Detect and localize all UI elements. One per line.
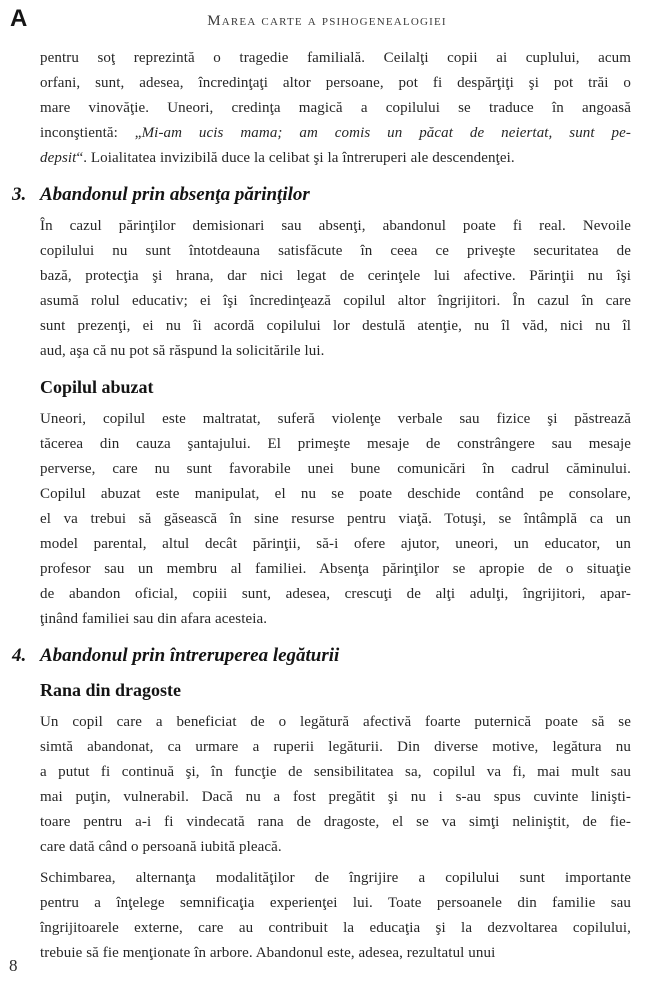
body-text: Copilul abuzat este manipulat, el nu se poate deschide contând pe consolare, bbox=[40, 486, 631, 502]
section-heading bbox=[12, 644, 631, 667]
text-line bbox=[40, 785, 631, 810]
section-heading bbox=[12, 183, 631, 206]
paragraph bbox=[40, 866, 631, 966]
italic-text: depsit bbox=[40, 150, 77, 166]
body-text: Schimbarea, alternanţa modalităţilor de îngrijire a copilului sunt importante bbox=[40, 870, 631, 886]
text-line bbox=[40, 289, 631, 314]
section-heading-label: Abandonul prin întreruperea legăturii bbox=[40, 645, 340, 666]
italic-text: Mi-am ucis mama; am comis un păcat de neiertat, sunt pe- bbox=[141, 125, 631, 141]
body-text: bază, protecţia şi hrana, dar nici legat de cerinţele lui afective. Părinţii nu îşi bbox=[40, 268, 631, 284]
chapter-letter: A bbox=[10, 5, 28, 32]
paragraph bbox=[40, 46, 631, 171]
body-text: sunt prezenţi, ei nu îi acordă copilului lor destulă atenţie, nu îl văd, nici nu îl bbox=[40, 318, 631, 334]
body-text: trebuie să fie menţionate în arbore. Abandonul este, adesea, rezultatul unui bbox=[40, 945, 496, 961]
paragraph bbox=[40, 214, 631, 364]
body-text: pentru a înţelege semnificaţia experienţei lui. Toate persoanele din familie sau bbox=[40, 895, 631, 911]
text-line bbox=[40, 482, 631, 507]
body-text: profesor sau un membru al familiei. Absenţa părinţilor se apropie de o situaţie bbox=[40, 561, 631, 577]
text-line bbox=[40, 582, 631, 607]
body-text: asumă rolul educativ; ei îşi încredinţează copilul altor îngrijitori. În cazul în care bbox=[40, 293, 631, 309]
body-text: ţinând familiei sau din afara acesteia. bbox=[40, 611, 268, 627]
text-line bbox=[40, 121, 631, 146]
body-text: orfani, sunt, adesea, încredinţaţi altor persoane, pot fi despărţiţi şi pot trăi o bbox=[40, 75, 631, 91]
body-text: mare vinovăţie. Uneori, credinţa magică a copilului se traduce în angoasă bbox=[40, 100, 631, 116]
text-line bbox=[40, 146, 631, 171]
text-line bbox=[40, 557, 631, 582]
subsection-heading: Copilul abuzat bbox=[40, 377, 154, 397]
text-line bbox=[40, 314, 631, 339]
text-line bbox=[40, 214, 631, 239]
page-number: 8 bbox=[9, 956, 18, 975]
text-line bbox=[40, 239, 631, 264]
text-line bbox=[40, 457, 631, 482]
body-text: simtă abandonat, ca urmare a ruperii legăturii. Din diverse motive, legătura nu bbox=[40, 739, 631, 755]
body-text: Un copil care a beneficiat de o legătură afectivă foarte puternică poate să se bbox=[40, 714, 631, 730]
body-text: pentru soţ reprezintă o tragedie familială. Ceilalţi copii ai cuplului, acum bbox=[40, 50, 631, 66]
text-line bbox=[40, 407, 631, 432]
section-number: 4. bbox=[12, 645, 27, 666]
text-line bbox=[40, 264, 631, 289]
body-text: copilului nu sunt întotdeauna satisfăcute în ceea ce priveşte securitatea de bbox=[40, 243, 631, 259]
text-line bbox=[40, 339, 631, 364]
page-body bbox=[12, 46, 631, 972]
text-line bbox=[40, 507, 631, 532]
text-line bbox=[40, 96, 631, 121]
body-text: toare pentru a-i fi vindecată rana de dragoste, el se va simţi neliniştit, de fie- bbox=[40, 814, 631, 830]
text-line bbox=[40, 916, 631, 941]
body-text: mai puţin, vulnerabil. Dacă nu a fost pregătit şi nu i s-au spus cuvinte linişti- bbox=[40, 789, 631, 805]
body-text: de abandon oficial, copiii sunt, adesea, crescuţi de alţi adulţi, îngrijitori, apar- bbox=[40, 586, 631, 602]
section-number: 3. bbox=[12, 184, 27, 205]
text-line bbox=[40, 735, 631, 760]
text-line bbox=[40, 71, 631, 96]
body-text: perverse, care nu sunt favorabile unei bune comunicări în cadrul căminului. bbox=[40, 461, 631, 477]
text-line bbox=[40, 760, 631, 785]
body-text: În cazul părinţilor demisionari sau absenţi, abandonul poate fi real. Nevoile bbox=[40, 218, 631, 234]
body-text: îngrijitoarele externe, care au contribuit la educaţia şi la dezvoltarea copilului, bbox=[40, 920, 631, 936]
body-text: a putut fi continuă şi, în funcţie de sensibilitatea sa, copilul va fi, mai mult sau bbox=[40, 764, 631, 780]
body-text: “. Loialitatea invizibilă duce la celibat şi la întreruperi ale descendenţei. bbox=[76, 150, 515, 166]
paragraph bbox=[40, 407, 631, 632]
body-text: inconştientă: „ bbox=[40, 125, 142, 141]
text-line bbox=[40, 532, 631, 557]
paragraph bbox=[40, 710, 631, 860]
body-text: model parental, altul decât părinţii, să-i ofere ajutor, uneori, un educator, un bbox=[40, 536, 631, 552]
body-text: aud, aşa că nu pot să răspund la solicitările lui. bbox=[40, 343, 325, 359]
text-line bbox=[40, 46, 631, 71]
body-text: tăcerea din cauza şantajului. El primeşte mesaje de constrângere sau mesaje bbox=[40, 436, 631, 452]
text-line bbox=[40, 810, 631, 835]
subsection-heading: Rana din dragoste bbox=[40, 680, 182, 700]
text-line bbox=[40, 607, 631, 632]
running-header: Marea carte a psihogenealogiei bbox=[207, 13, 447, 29]
text-line bbox=[40, 941, 631, 966]
body-text: care dată când o persoană iubită pleacă. bbox=[40, 839, 282, 855]
text-line bbox=[40, 891, 631, 916]
body-text: Uneori, copilul este maltratat, suferă violenţe verbale sau fizice şi păstrează bbox=[40, 411, 631, 427]
text-line bbox=[40, 432, 631, 457]
text-line bbox=[40, 710, 631, 735]
section-heading-label: Abandonul prin absenţa părinţilor bbox=[40, 184, 310, 205]
text-line bbox=[40, 866, 631, 891]
body-text: el va trebui să găsească în sine resurse pentru viaţă. Totuşi, se întâmplă ca un bbox=[40, 511, 631, 527]
text-line bbox=[40, 835, 631, 860]
